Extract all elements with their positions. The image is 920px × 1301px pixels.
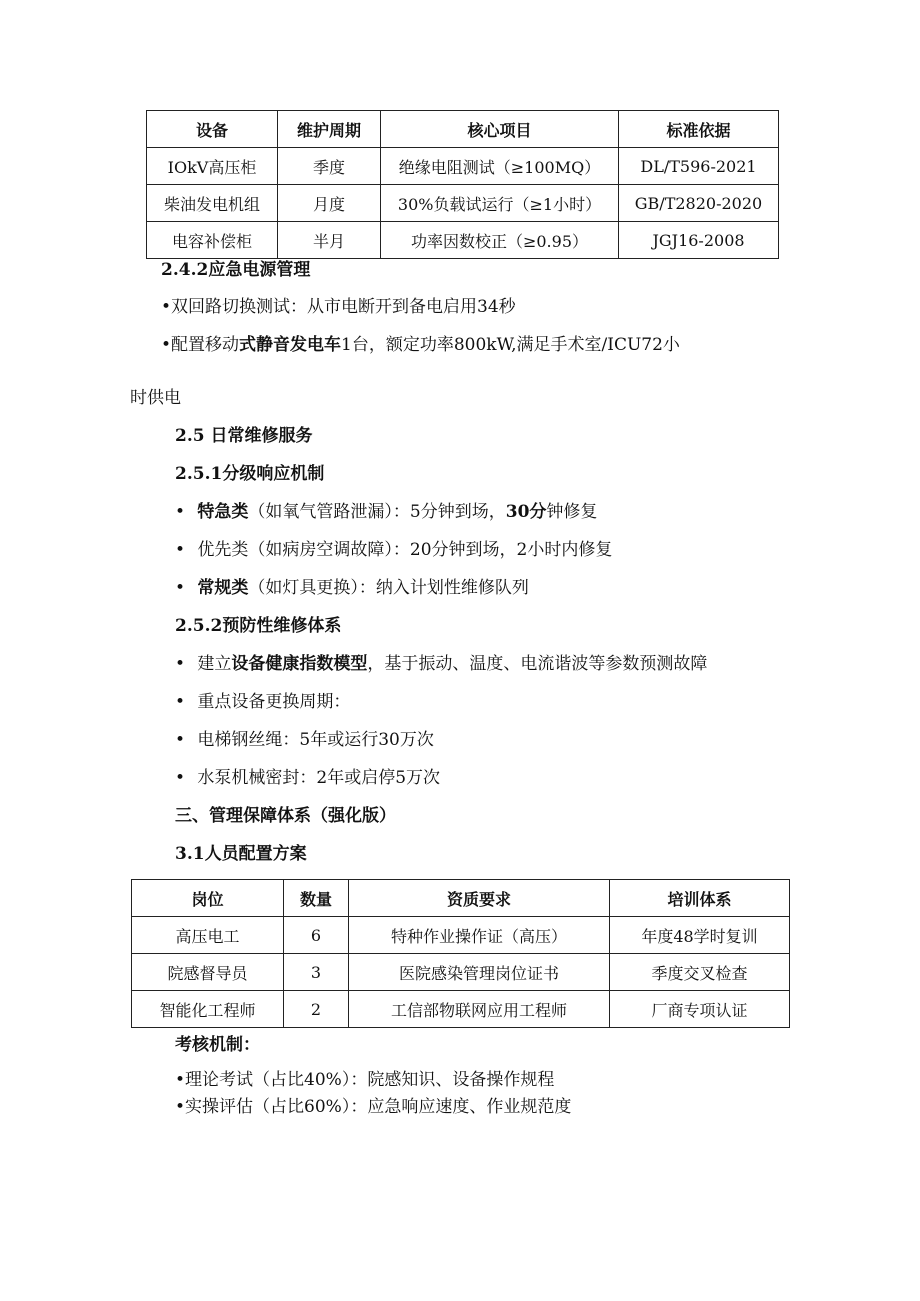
table-header-cell: 培训体系	[610, 880, 790, 917]
list-item	[175, 1069, 554, 1091]
item-text: 建立	[197, 654, 232, 674]
bullet-icon: •	[175, 578, 186, 598]
table-cell: 半月	[278, 222, 381, 259]
item-text: 配置移动	[171, 335, 240, 355]
table-cell: 月度	[278, 185, 381, 222]
section-heading-2-5-1: 2.5.1分级响应机制	[175, 464, 325, 484]
bullet-icon: •	[175, 540, 186, 560]
list-item	[175, 767, 440, 789]
table-row	[132, 917, 790, 954]
staffing-table	[131, 879, 790, 1028]
table-cell: IOkV高压柜	[147, 148, 278, 185]
table-cell: 功率因数校正（≥0.95）	[381, 222, 619, 259]
item-text: 水泵机械密封：2年或启停5万次	[197, 768, 441, 788]
table-row	[132, 991, 790, 1028]
table-header-cell: 岗位	[132, 880, 284, 917]
item-text: 理论考试（占比40%）：院感知识、设备操作规程	[185, 1070, 555, 1090]
equipment-maintenance-table	[146, 110, 779, 259]
paragraph-continuation: 时供电	[130, 388, 181, 408]
item-text-bold: 30分	[505, 502, 547, 522]
bullet-icon: •	[175, 1097, 186, 1117]
table-row	[147, 148, 779, 185]
list-item	[175, 691, 350, 713]
item-text-bold: 常规类	[197, 578, 249, 598]
item-text: 实操评估（占比60%）：应急响应速度、作业规范度	[185, 1097, 572, 1117]
table-cell: 柴油发电机组	[147, 185, 278, 222]
section-heading-2-5-2: 2.5.2预防性维修体系	[175, 616, 342, 636]
table-cell: 季度	[278, 148, 381, 185]
list-item	[175, 539, 612, 561]
table-row	[132, 954, 790, 991]
bullet-icon: •	[161, 297, 172, 317]
item-text-bold: 特急类	[197, 502, 249, 522]
item-text-bold: 设备健康指数模型	[231, 654, 368, 674]
table-header-row	[132, 880, 790, 917]
table-header-cell: 标准依据	[619, 111, 779, 148]
list-item	[175, 653, 707, 675]
list-item	[161, 334, 680, 356]
table-header-cell: 数量	[284, 880, 349, 917]
table-cell: 高压电工	[132, 917, 284, 954]
table-cell: 电容补偿柜	[147, 222, 278, 259]
table-cell: 季度交叉检查	[610, 954, 790, 991]
item-text: 钟修复	[546, 502, 598, 522]
assessment-heading: 考核机制：	[175, 1035, 260, 1055]
table-cell: 工信部物联网应用工程师	[349, 991, 610, 1028]
table-header-row	[147, 111, 779, 148]
item-text-bold: 式静音发电车	[239, 335, 342, 355]
table-cell: 绝缘电阻测试（≥100MQ）	[381, 148, 619, 185]
table-cell: JGJ16-2008	[619, 222, 779, 259]
item-text: 优先类（如病房空调故障）：20分钟到场，2小时内修复	[197, 540, 613, 560]
item-text: （如灯具更换）：纳入计划性维修队列	[248, 578, 529, 598]
table-cell: 2	[284, 991, 349, 1028]
table-cell: 特种作业操作证（高压）	[349, 917, 610, 954]
table-row	[147, 222, 779, 259]
section-heading-3-1: 3.1人员配置方案	[175, 844, 307, 864]
bullet-icon: •	[175, 692, 186, 712]
item-text: 1台，额定功率800kW,满足手术室/ICU72小	[341, 335, 680, 355]
item-text: 电梯钢丝绳：5年或运行30万次	[197, 730, 434, 750]
item-text: ，基于振动、温度、电流谐波等参数预测故障	[367, 654, 708, 674]
bullet-icon: •	[175, 730, 186, 750]
list-item	[175, 729, 434, 751]
item-text: 双回路切换测试：从市电断开到备电启用34秒	[171, 297, 516, 317]
section-heading-2-4-2: 2.4.2应急电源管理	[161, 260, 311, 280]
bullet-icon: •	[175, 768, 186, 788]
table-header-cell: 资质要求	[349, 880, 610, 917]
table-cell: 智能化工程师	[132, 991, 284, 1028]
table-cell: 6	[284, 917, 349, 954]
table-cell: DL/T596-2021	[619, 148, 779, 185]
list-item	[175, 501, 597, 523]
table-cell: 年度48学时复训	[610, 917, 790, 954]
section-heading-3: 三、管理保障体系（强化版）	[175, 806, 396, 826]
bullet-icon: •	[161, 335, 172, 355]
table-cell: 厂商专项认证	[610, 991, 790, 1028]
item-text: （如氧气管路泄漏）：5分钟到场，	[248, 502, 506, 522]
table-header-cell: 维护周期	[278, 111, 381, 148]
bullet-icon: •	[175, 1070, 186, 1090]
table-cell: 30%负载试运行（≥1小时）	[381, 185, 619, 222]
list-item	[175, 1096, 571, 1118]
list-item	[175, 577, 529, 599]
bullet-icon: •	[175, 654, 186, 674]
table-cell: 医院感染管理岗位证书	[349, 954, 610, 991]
item-text: 重点设备更换周期：	[197, 692, 351, 712]
table-cell: GB/T2820-2020	[619, 185, 779, 222]
table-row	[147, 185, 779, 222]
table-header-cell: 设备	[147, 111, 278, 148]
bullet-icon: •	[175, 502, 186, 522]
section-heading-2-5: 2.5 日常维修服务	[175, 426, 313, 446]
table-cell: 院感督导员	[132, 954, 284, 991]
table-header-cell: 核心项目	[381, 111, 619, 148]
list-item	[161, 296, 516, 318]
table-cell: 3	[284, 954, 349, 991]
